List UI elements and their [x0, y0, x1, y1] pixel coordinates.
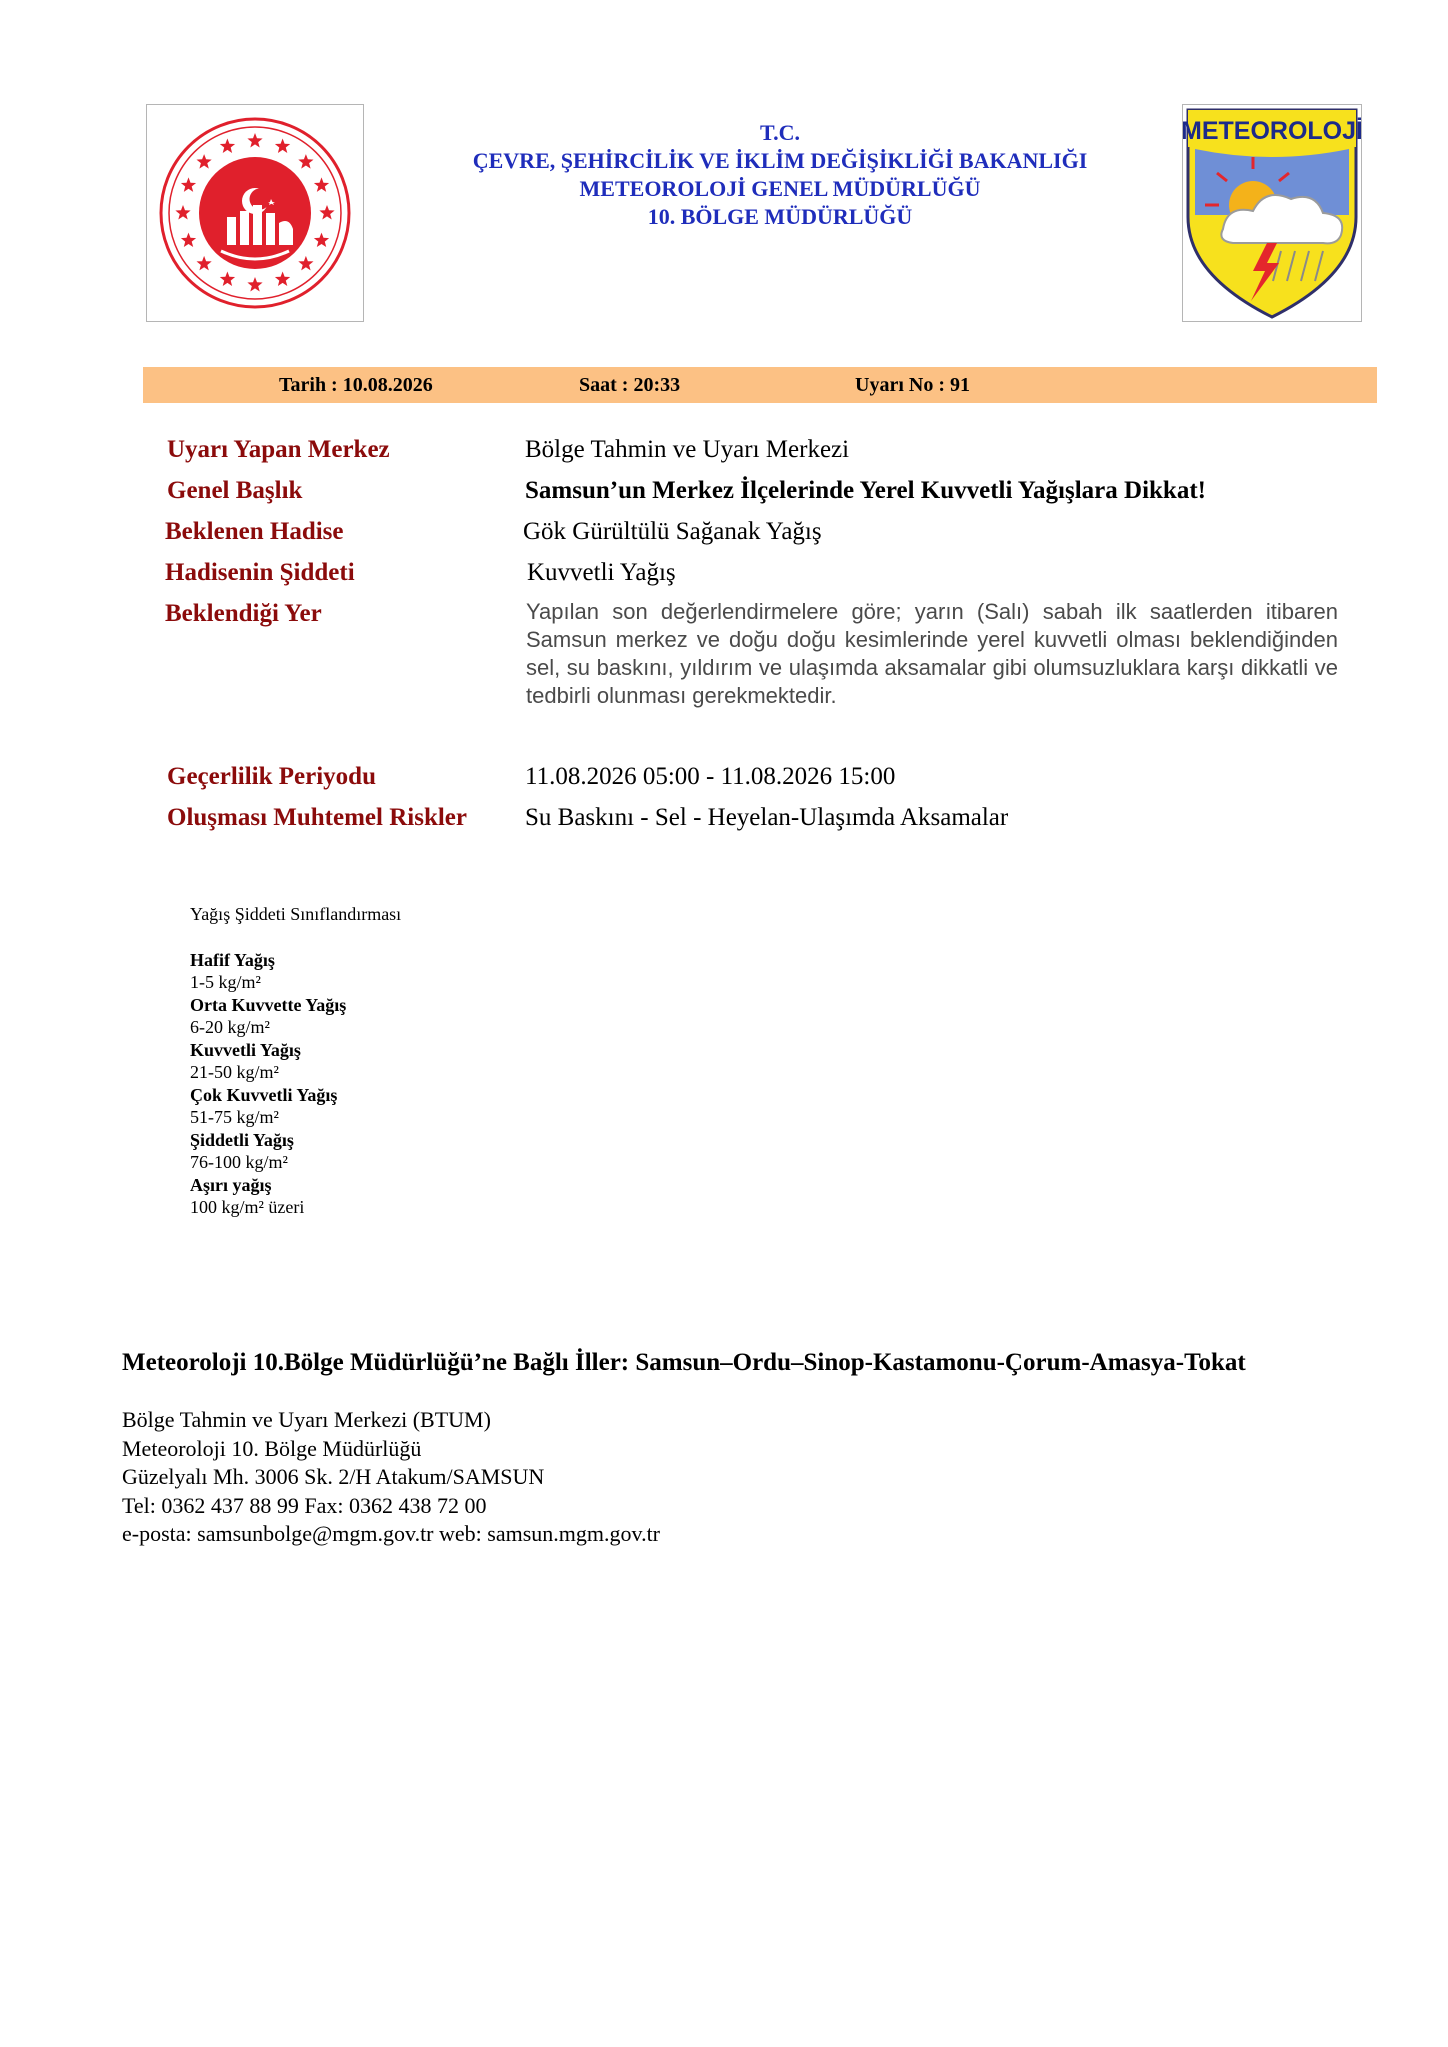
center-label: Uyarı Yapan Merkez [167, 436, 390, 463]
header-line-ministry: ÇEVRE, ŞEHİRCİLİK VE İKLİM DEĞİŞİKLİĞİ BAKANLIĞI [472, 148, 1088, 173]
risks-value: Su Baskını - Sel - Heyelan-Ulaşımda Aksamalar [525, 804, 1009, 831]
contact-email-web: e-posta: samsunbolge@mgm.gov.tr web: samsun.mgm.gov.tr [122, 1521, 661, 1546]
warning-number: Uyarı No : 91 [855, 374, 970, 396]
ministry-header [400, 119, 1160, 231]
emblem-star-icon [181, 177, 196, 192]
title-label: Genel Başlık [167, 477, 303, 504]
emblem-star-icon [314, 177, 329, 192]
ministry-emblem-icon [147, 105, 363, 321]
meteoroloji-logo-text: METEOROLOJİ [1183, 117, 1361, 145]
header-line-tc: T.C. [760, 120, 800, 145]
title-value: Samsun’un Merkez İlçelerinde Yerel Kuvvetli Yağışlara Dikkat! [525, 477, 1206, 504]
contact-phone: Tel: 0362 437 88 99 Fax: 0362 438 72 00 [122, 1492, 487, 1518]
class-name: Hafif Yağış [190, 949, 275, 970]
severity-value: Kuvvetli Yağış [527, 559, 676, 586]
class-name: Şiddetli Yağış [190, 1129, 294, 1150]
emblem-star-icon [197, 256, 212, 271]
emblem-star-icon [275, 139, 290, 154]
emblem-star-icon [181, 233, 196, 247]
classification-title: Yağış Şiddeti Sınıflandırması [190, 904, 402, 924]
emblem-star-icon [247, 133, 262, 148]
class-range: 6-20 kg/m² [190, 1017, 270, 1037]
header-line-directorate: METEOROLOJİ GENEL MÜDÜRLÜĞÜ [579, 176, 981, 201]
emblem-star-icon [220, 272, 235, 287]
meteoroloji-logo [1182, 104, 1362, 322]
class-name: Orta Kuvvette Yağış [190, 994, 347, 1015]
validity-label: Geçerlilik Periyodu [167, 763, 376, 790]
center-value: Bölge Tahmin ve Uyarı Merkezi [525, 436, 850, 463]
ministry-emblem [146, 104, 364, 322]
meteoroloji-shield-icon [1183, 105, 1361, 321]
severity-label: Hadisenin Şiddeti [165, 559, 355, 586]
class-name: Aşırı yağış [190, 1174, 272, 1195]
event-value: Gök Gürültülü Sağanak Yağış [523, 518, 822, 545]
emblem-star-icon [175, 205, 190, 220]
event-label: Beklenen Hadise [165, 518, 344, 545]
class-range: 100 kg/m² üzeri [190, 1197, 305, 1217]
warning-time: Saat : 20:33 [579, 374, 681, 396]
contact-unit: Bölge Tahmin ve Uyarı Merkezi (BTUM) [122, 1407, 491, 1432]
location-label: Beklendiği Yer [165, 600, 322, 627]
warning-date: Tarih : 10.08.2026 [279, 374, 433, 396]
location-description: Yapılan son değerlendirmelere göre; yarın (Salı) sabah ilk saatlerden itibaren Samsun merkez ve doğu doğu kesimlerinde yerel kuvvetli olması beklendiğinden sel, su baskını, yıldırım ve ulaşımda aksamalar gibi olumsuzluklara karşı dikkatli ve tedbirli olunması gerekmektedir. [526, 599, 1338, 708]
class-range: 76-100 kg/m² [190, 1152, 288, 1172]
emblem-star-icon [298, 256, 313, 271]
affiliated-provinces: Meteoroloji 10.Bölge Müdürlüğü’ne Bağlı İller: Samsun–Ordu–Sinop-Kastamonu-Çorum-Amasya-Tokat [122, 1349, 1246, 1376]
emblem-star-icon [314, 233, 329, 247]
contact-directorate: Meteoroloji 10. Bölge Müdürlüğü [122, 1435, 422, 1461]
risks-label: Oluşması Muhtemel Riskler [167, 804, 467, 831]
emblem-star-icon [220, 139, 235, 154]
class-name: Çok Kuvvetli Yağış [190, 1084, 338, 1105]
class-range: 1-5 kg/m² [190, 972, 261, 992]
emblem-star-icon [275, 272, 290, 287]
emblem-star-icon [319, 205, 334, 220]
validity-value: 11.08.2026 05:00 - 11.08.2026 15:00 [525, 763, 896, 790]
rain-classification [190, 903, 401, 1219]
class-name: Kuvvetli Yağış [190, 1039, 301, 1060]
class-range: 51-75 kg/m² [190, 1107, 279, 1127]
contact-address: Güzelyalı Mh. 3006 Sk. 2/H Atakum/SAMSUN [122, 1464, 545, 1489]
class-range: 21-50 kg/m² [190, 1062, 279, 1082]
header-line-region: 10. BÖLGE MÜDÜRLÜĞÜ [647, 204, 913, 229]
warning-info-bar [143, 367, 1377, 403]
emblem-star-icon [197, 154, 212, 169]
emblem-star-icon [247, 277, 262, 292]
contact-block [122, 1406, 660, 1549]
emblem-star-icon [298, 154, 313, 169]
